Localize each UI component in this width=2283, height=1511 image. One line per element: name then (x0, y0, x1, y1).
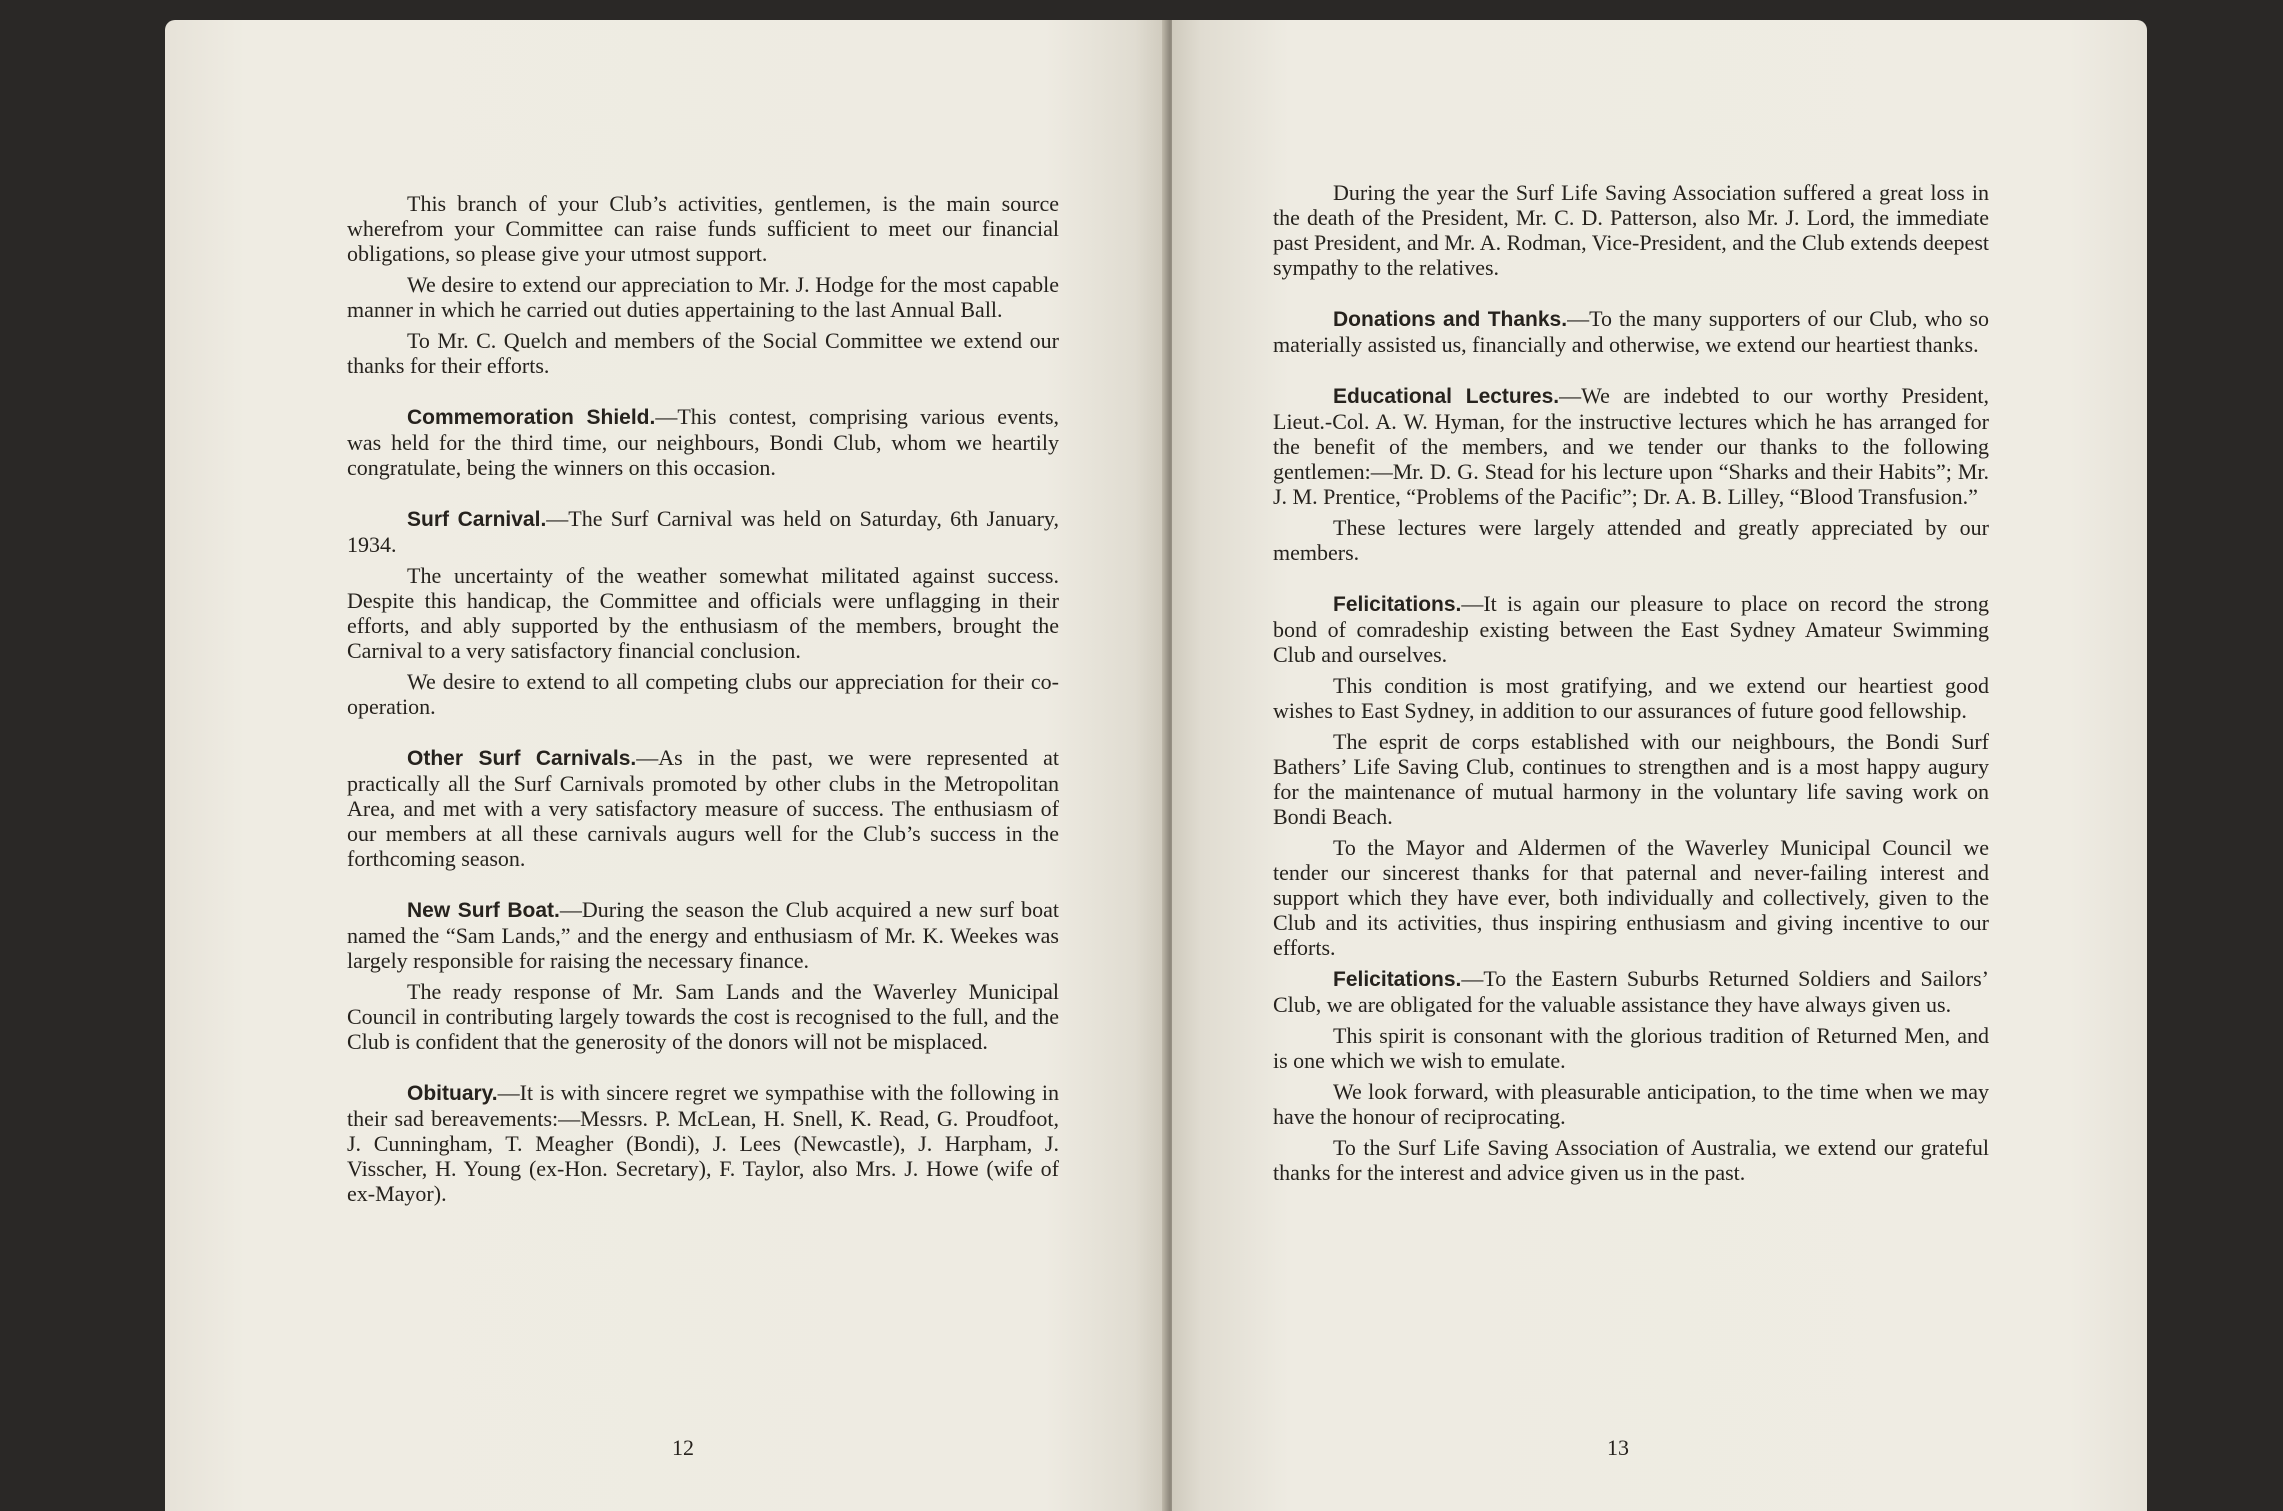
paragraph: These lectures were largely attended and greatly appreciated by our members. (1273, 515, 1989, 565)
paragraph: Donations and Thanks.—To the many supporters of our Club, who so materially assisted us, financially and otherwise, we extend our heartiest thanks. (1273, 306, 1989, 357)
paragraph: To the Mayor and Aldermen of the Waverley Municipal Council we tender our sincerest thanks for that paternal and never-failing interest and support which they have ever, both individually and collectively, given to the Club and its activities, thus inspiring enthusiasm and giving incentive to our efforts. (1273, 835, 1989, 960)
paragraph: We desire to extend our appreciation to Mr. J. Hodge for the most capable manner in which he carried out duties appertaining to the last Annual Ball. (347, 272, 1059, 322)
paragraph: To Mr. C. Quelch and members of the Social Committee we extend our thanks for their efforts. (347, 328, 1059, 378)
left-page (165, 20, 1165, 1511)
paragraph: Felicitations.—It is again our pleasure to place on record the strong bond of comradeship existing between the East Sydney Amateur Swimming Club and ourselves. (1273, 591, 1989, 667)
page-number: 13 (1607, 1435, 1629, 1460)
section-heading: Felicitations. (1333, 593, 1462, 616)
section-heading: Other Surf Carnivals. (407, 747, 637, 770)
paragraph: The esprit de corps established with our neighbours, the Bondi Surf Bathers’ Life Saving Club, continues to strengthen and is a most happy augury for the maintenance of mutual harmony in the voluntary life saving work on Bondi Beach. (1273, 729, 1989, 829)
paragraph: The uncertainty of the weather somewhat militated against success. Despite this handicap, the Committee and officials were unflagging in their efforts, and ably supported by the enthusiasm of the members, brought the Carnival to a very satisfactory financial conclusion. (347, 563, 1059, 663)
paragraph: Obituary.—It is with sincere regret we sympathise with the following in their sad bereavements:—Messrs. P. McLean, H. Snell, K. Read, G. Proudfoot, J. Cunningham, T. Meagher (Bondi), J. Lees (Newcastle), J. Harpham, J. Visscher, H. Young (ex-Hon. Secretary), F. Taylor, also Mrs. J. Howe (wife of ex-Mayor). (347, 1080, 1059, 1206)
paragraph: Surf Carnival.—The Surf Carnival was held on Saturday, 6th January, 1934. (347, 506, 1059, 557)
right-page-text (1273, 180, 1989, 1191)
paragraph: New Surf Boat.—During the season the Club acquired a new surf boat named the “Sam Lands,” and the energy and enthusiasm of Mr. K. Weekes was largely responsible for raising the necessary finance. (347, 897, 1059, 973)
paragraph: We look forward, with pleasurable anticipation, to the time when we may have the honour of reciprocating. (1273, 1079, 1989, 1129)
paragraph: During the year the Surf Life Saving Association suffered a great loss in the death of the President, Mr. C. D. Patterson, also Mr. J. Lord, the immediate past President, and Mr. A. Rodman, Vice-President, and the Club extends deepest sympathy to the relatives. (1273, 180, 1989, 280)
left-page-text (347, 191, 1059, 1212)
paragraph: Commemoration Shield.—This contest, comprising various events, was held for the third time, our neighbours, Bondi Club, whom we heartily congratulate, being the winners on this occasion. (347, 404, 1060, 480)
section-heading: Surf Carnival. (407, 508, 547, 531)
paragraph: Educational Lectures.—We are indebted to our worthy President, Lieut.-Col. A. W. Hyman, for the instructive lectures which he has arranged for the benefit of the members, and we tender our thanks to the following gentlemen:—Mr. D. G. Stead for his lecture upon “Sharks and their Habits”; Mr. J. M. Prentice, “Problems of the Pacific”; Dr. A. B. Lilley, “Blood Transfusion.” (1273, 383, 1989, 509)
section-heading: Donations and Thanks. (1333, 308, 1568, 331)
paragraph: To the Surf Life Saving Association of Australia, we extend our grateful thanks for the interest and advice given us in the past. (1273, 1135, 1989, 1185)
paragraph: This spirit is consonant with the glorious tradition of Returned Men, and is one which we wish to emulate. (1273, 1023, 1989, 1073)
paragraph: Felicitations.—To the Eastern Suburbs Returned Soldiers and Sailors’ Club, we are obligated for the valuable assistance they have always given us. (1273, 966, 1989, 1017)
page-number: 12 (672, 1435, 694, 1460)
section-heading: Obituary. (407, 1082, 498, 1105)
section-heading: Commemoration Shield. (407, 406, 656, 429)
paragraph: This branch of your Club’s activities, gentlemen, is the main source wherefrom your Committee can raise funds sufficient to meet our financial obligations, so please give your utmost support. (347, 191, 1059, 266)
paragraph: Other Surf Carnivals.—As in the past, we were represented at practically all the Surf Carnivals promoted by other clubs in the Metropolitan Area, and met with a very satisfactory measure of success. The enthusiasm of our members at all these carnivals augurs well for the Club’s success in the forthcoming season. (347, 745, 1059, 871)
paragraph: The ready response of Mr. Sam Lands and the Waverley Municipal Council in contributing largely towards the cost is recognised to the full, and the Club is confident that the generosity of the donors will not be misplaced. (347, 979, 1059, 1054)
paragraph: This condition is most gratifying, and we extend our heartiest good wishes to East Sydney, in addition to our assurances of future good fellowship. (1273, 673, 1989, 723)
paragraph: We desire to extend to all competing clubs our appreciation for their co-operation. (347, 669, 1059, 719)
section-heading: Felicitations. (1333, 968, 1462, 991)
section-heading: Educational Lectures. (1333, 385, 1560, 408)
section-heading: New Surf Boat. (407, 899, 560, 922)
right-page (1172, 20, 2147, 1511)
